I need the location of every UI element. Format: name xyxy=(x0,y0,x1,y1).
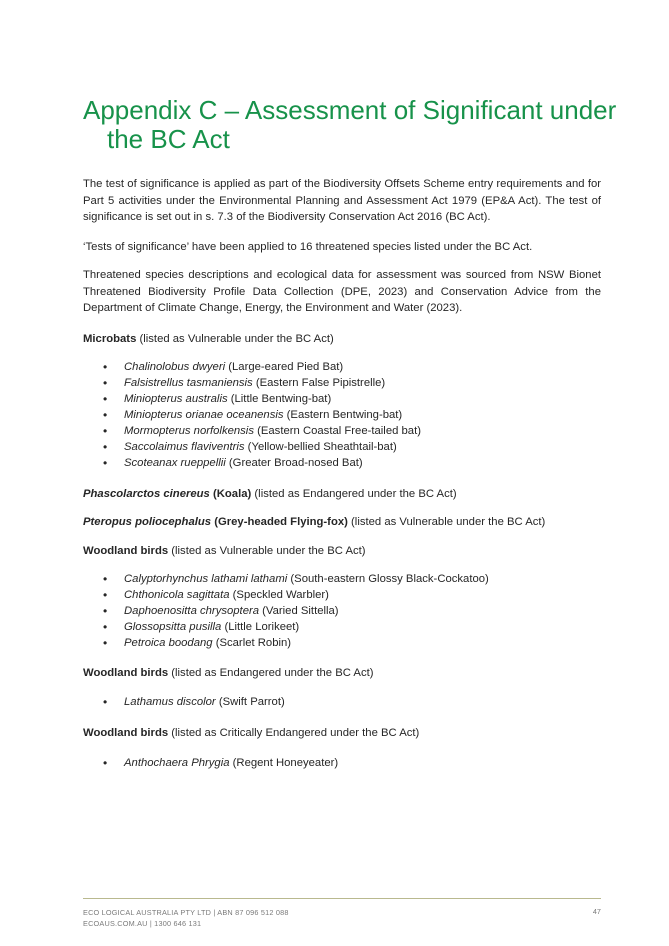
list-item xyxy=(83,755,338,771)
woodland-endangered-label: Woodland birds xyxy=(83,667,169,679)
bullet-icon: • xyxy=(103,392,108,406)
species-common-name: (Yellow-bellied Sheathtail-bat) xyxy=(244,441,397,453)
bullet-icon: • xyxy=(103,440,108,454)
woodland-endangered-heading xyxy=(83,665,374,681)
list-item xyxy=(83,391,421,407)
list-item xyxy=(83,587,489,603)
koala-common-name: (Koala) xyxy=(209,488,252,500)
species-common-name: (Greater Broad-nosed Bat) xyxy=(225,457,363,469)
species-common-name: (Eastern Coastal Free-tailed bat) xyxy=(253,425,421,437)
species-scientific-name: Petroica boodang xyxy=(124,637,213,649)
footer-company: ECO LOGICAL AUSTRALIA PTY LTD | ABN 87 096 512 088 xyxy=(83,908,289,917)
species-scientific-name: Chthonicola sagittata xyxy=(124,589,230,601)
species-common-name: (Eastern False Pipistrelle) xyxy=(252,377,386,389)
microbats-list xyxy=(83,359,421,471)
sources-paragraph: Threatened species descriptions and ecological data for assessment was sourced from NSW Bionet Threatened Biodiversity Profile Data Collection (DPE, 2023) and Conservation Advice from the Department of Climate Change, Energy, the Environment and Water (2023). xyxy=(83,269,601,314)
bullet-icon: • xyxy=(103,636,108,650)
list-item xyxy=(83,455,421,471)
list-item xyxy=(83,439,421,455)
species-scientific-name: Anthochaera Phrygia xyxy=(124,757,230,769)
list-item xyxy=(83,635,489,651)
bullet-icon: • xyxy=(103,756,108,770)
list-item xyxy=(83,619,489,635)
species-scientific-name: Saccolaimus flaviventris xyxy=(124,441,245,453)
species-common-name: (Regent Honeyeater) xyxy=(229,757,339,769)
flying-fox-common-name: (Grey-headed Flying-fox) xyxy=(211,516,348,528)
list-item xyxy=(83,694,285,710)
koala-scientific-name: Phascolarctos cinereus xyxy=(83,488,210,500)
species-common-name: (Little Bentwing-bat) xyxy=(227,393,332,405)
woodland-vulnerable-status: (listed as Vulnerable under the BC Act) xyxy=(168,545,366,557)
list-item xyxy=(83,407,421,423)
woodland-critical-status: (listed as Critically Endangered under the BC Act) xyxy=(168,727,420,739)
tests-paragraph: ‘Tests of significance’ have been applied to 16 threatened species listed under the BC Act. xyxy=(83,241,533,253)
woodland-critical-label: Woodland birds xyxy=(83,727,169,739)
bullet-icon: • xyxy=(103,456,108,470)
footer xyxy=(83,907,289,929)
species-scientific-name: Mormopterus norfolkensis xyxy=(124,425,254,437)
bullet-icon: • xyxy=(103,604,108,618)
flying-fox-heading xyxy=(83,514,545,530)
bullet-icon: • xyxy=(103,572,108,586)
koala-heading xyxy=(83,486,457,502)
woodland-endangered-status: (listed as Endangered under the BC Act) xyxy=(168,667,374,679)
page-title: Appendix C – Assessment of Significant under the BC Act xyxy=(83,95,617,154)
microbats-status: (listed as Vulnerable under the BC Act) xyxy=(136,333,334,345)
list-item xyxy=(83,359,421,375)
list-item xyxy=(83,423,421,439)
species-common-name: (Swift Parrot) xyxy=(215,696,285,708)
woodland-vulnerable-label: Woodland birds xyxy=(83,545,169,557)
woodland-endangered-list xyxy=(83,694,285,710)
list-item xyxy=(83,603,489,619)
intro-paragraph: The test of significance is applied as part of the Biodiversity Offsets Scheme entry requirements and for Part 5 activities under the Environmental Planning and Assessment Act 1979 (EP&A Act). The test of significance is set out in s. 7.3 of the Biodiversity Conservation Act 2016 (BC Act). xyxy=(83,178,601,223)
bullet-icon: • xyxy=(103,360,108,374)
koala-status: (listed as Endangered under the BC Act) xyxy=(251,488,457,500)
species-common-name: (Scarlet Robin) xyxy=(212,637,292,649)
species-common-name: (Varied Sittella) xyxy=(259,605,339,617)
list-item xyxy=(83,571,489,587)
species-scientific-name: Calyptorhynchus lathami lathami xyxy=(124,573,288,585)
species-common-name: (South-eastern Glossy Black-Cockatoo) xyxy=(287,573,489,585)
flying-fox-scientific-name: Pteropus poliocephalus xyxy=(83,516,212,528)
species-scientific-name: Chalinolobus dwyeri xyxy=(124,361,226,373)
bullet-icon: • xyxy=(103,588,108,602)
species-scientific-name: Scoteanax rueppellii xyxy=(124,457,226,469)
species-common-name: (Eastern Bentwing-bat) xyxy=(283,409,403,421)
bullet-icon: • xyxy=(103,424,108,438)
species-common-name: (Large-eared Pied Bat) xyxy=(225,361,344,373)
bullet-icon: • xyxy=(103,408,108,422)
list-item xyxy=(83,375,421,391)
species-scientific-name: Miniopterus australis xyxy=(124,393,228,405)
species-common-name: (Speckled Warbler) xyxy=(229,589,329,601)
woodland-critical-heading xyxy=(83,725,419,741)
species-common-name: (Little Lorikeet) xyxy=(221,621,300,633)
page-number: 47 xyxy=(592,907,601,916)
footer-contact: ECOAUS.COM.AU | 1300 646 131 xyxy=(83,919,202,928)
woodland-vulnerable-list xyxy=(83,571,489,651)
bullet-icon: • xyxy=(103,376,108,390)
species-scientific-name: Daphoenositta chrysoptera xyxy=(124,605,260,617)
species-scientific-name: Falsistrellus tasmaniensis xyxy=(124,377,253,389)
species-scientific-name: Lathamus discolor xyxy=(124,696,216,708)
bullet-icon: • xyxy=(103,695,108,709)
species-scientific-name: Miniopterus orianae oceanensis xyxy=(124,409,284,421)
microbats-heading xyxy=(83,331,334,347)
species-scientific-name: Glossopsitta pusilla xyxy=(124,621,222,633)
woodland-vulnerable-heading xyxy=(83,543,366,559)
flying-fox-status: (listed as Vulnerable under the BC Act) xyxy=(347,516,546,528)
bullet-icon: • xyxy=(103,620,108,634)
woodland-critical-list xyxy=(83,755,338,771)
microbats-heading-label: Microbats xyxy=(83,333,137,345)
footer-divider xyxy=(83,898,601,899)
